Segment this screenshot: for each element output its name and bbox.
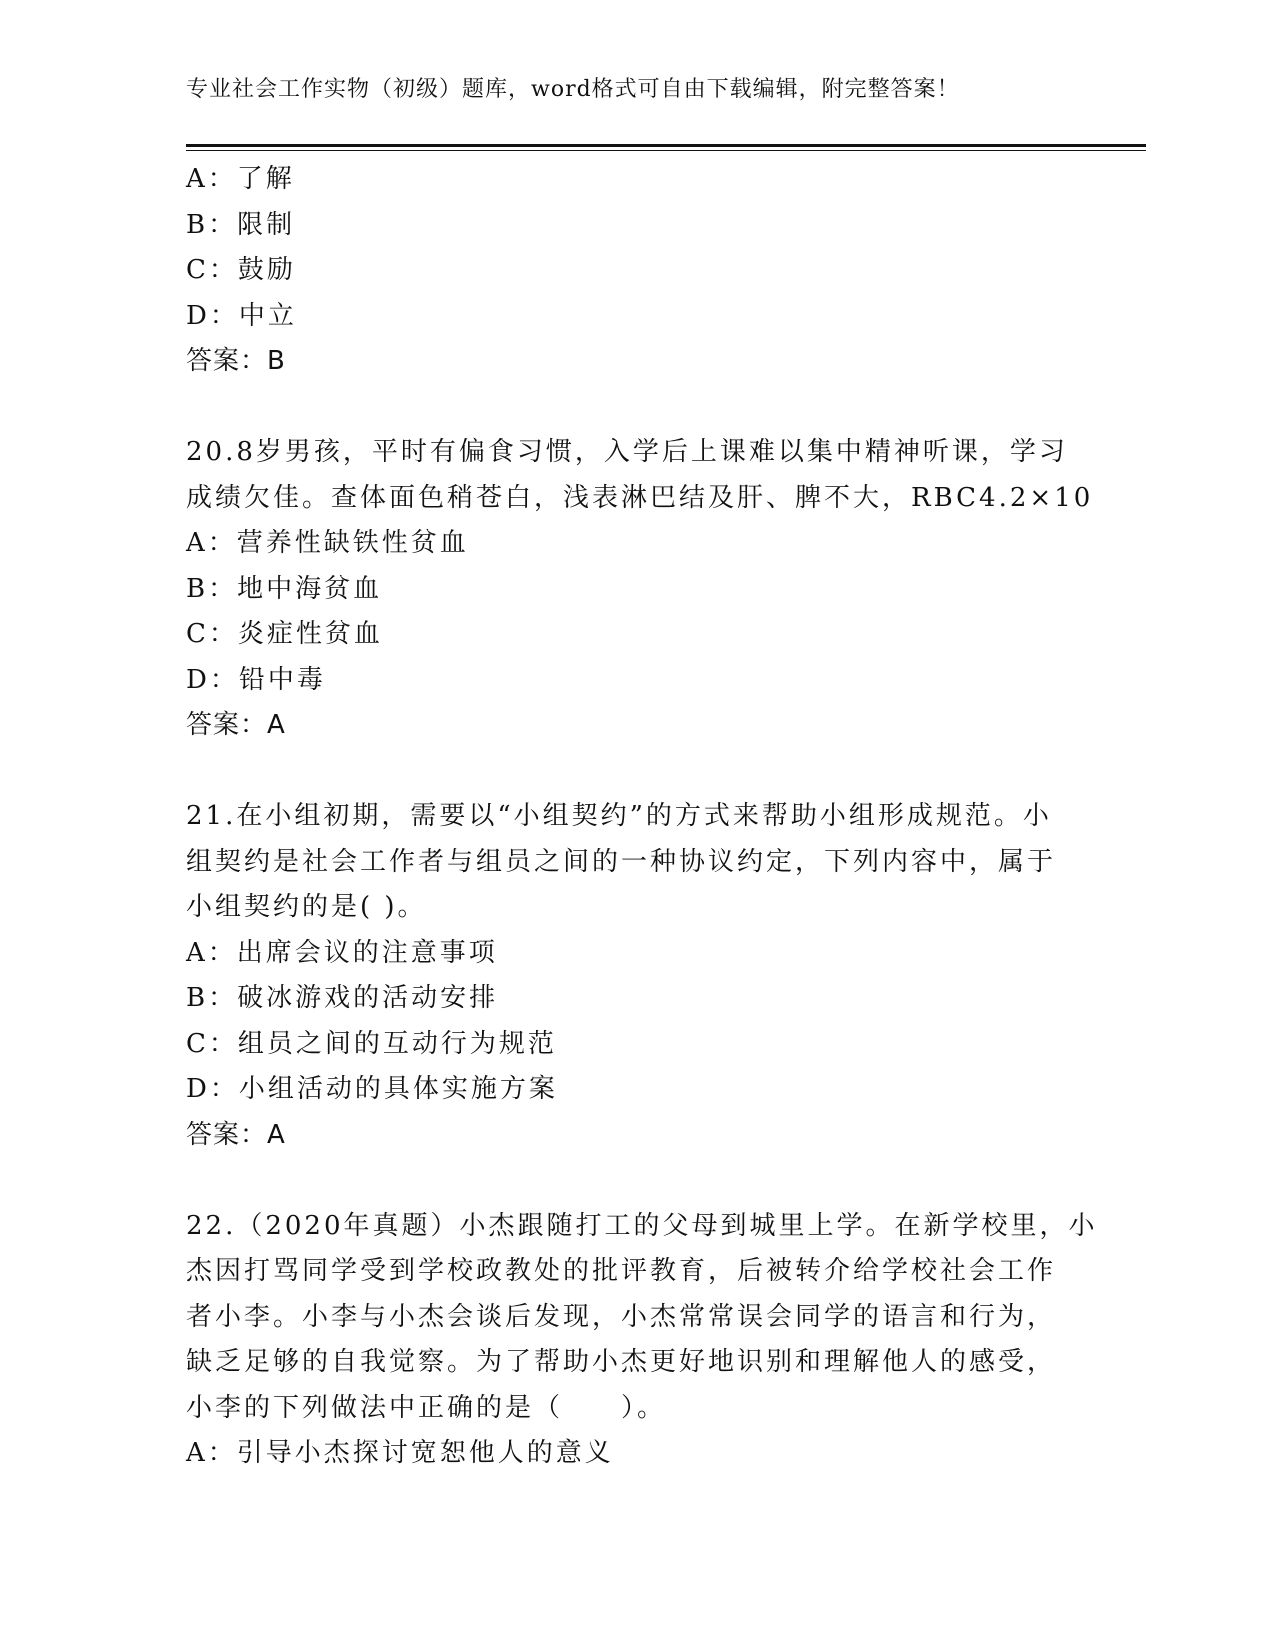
option-c: C：组员之间的互动行为规范 [186,1028,557,1059]
question-stem-line: 杰因打骂同学受到学校政教处的批评教育，后被转介给学校社会工作 [186,1256,1057,1286]
option-d: D：中立 [186,300,297,331]
option-b: B：限制 [186,209,296,240]
spacer [186,1158,1086,1204]
option-b: B：破冰游戏的活动安排 [186,983,499,1013]
answer-line: 答案：A [186,710,286,740]
option-c: C：鼓励 [186,255,296,285]
answer-line: 答案：A [186,1119,286,1150]
question-22 [186,1204,1098,1477]
question-content [186,157,1098,1477]
question-stem-line: 20.8岁男孩，平时有偏食习惯，入学后上课难以集中精神听课，学习 [186,437,1068,467]
question-stem-line: 22.（2020年真题）小杰跟随打工的父母到城里上学。在新学校里，小 [186,1210,1098,1241]
option-a: A：出席会议的注意事项 [186,937,498,968]
page-header: 专业社会工作实物（初级）题库，word格式可自由下载编辑，附完整答案！ [186,77,960,102]
question-20 [186,430,1094,749]
option-a: A：引导小杰探讨宽恕他人的意义 [186,1438,614,1468]
option-a: A：了解 [186,164,295,194]
option-a: A：营养性缺铁性贫血 [186,528,469,558]
spacer [186,749,1086,795]
option-c: C：炎症性贫血 [186,619,383,649]
question-stem-line: 小李的下列做法中正确的是（ ）。 [186,1392,667,1423]
answer-line: 答案：B [186,346,286,376]
question-stem-line: 21.在小组初期，需要以“小组契约”的方式来帮助小组形成规范。小 [186,801,1052,831]
header-divider-thin [186,150,1146,151]
question-stem-line: 组契约是社会工作者与组员之间的一种协议约定，下列内容中，属于 [186,846,1057,877]
question-21 [186,794,1086,1158]
question-stem-line: 成绩欠佳。查体面色稍苍白，浅表淋巴结及肝、脾不大，RBC4.2×10 [186,482,1094,513]
question-stem-line: 缺乏足够的自我觉察。为了帮助小杰更好地识别和理解他人的感受， [186,1347,1057,1377]
option-d: D：铅中毒 [186,664,326,695]
question-19 [186,157,1086,385]
option-b: B：地中海贫血 [186,573,383,604]
header-divider-thick [186,144,1146,147]
question-stem-line: 者小李。小李与小杰会谈后发现，小杰常常误会同学的语言和行为， [186,1301,1057,1332]
question-stem-line: 小组契约的是( )。 [186,892,427,922]
spacer [186,385,1086,431]
option-d: D：小组活动的具体实施方案 [186,1074,558,1104]
